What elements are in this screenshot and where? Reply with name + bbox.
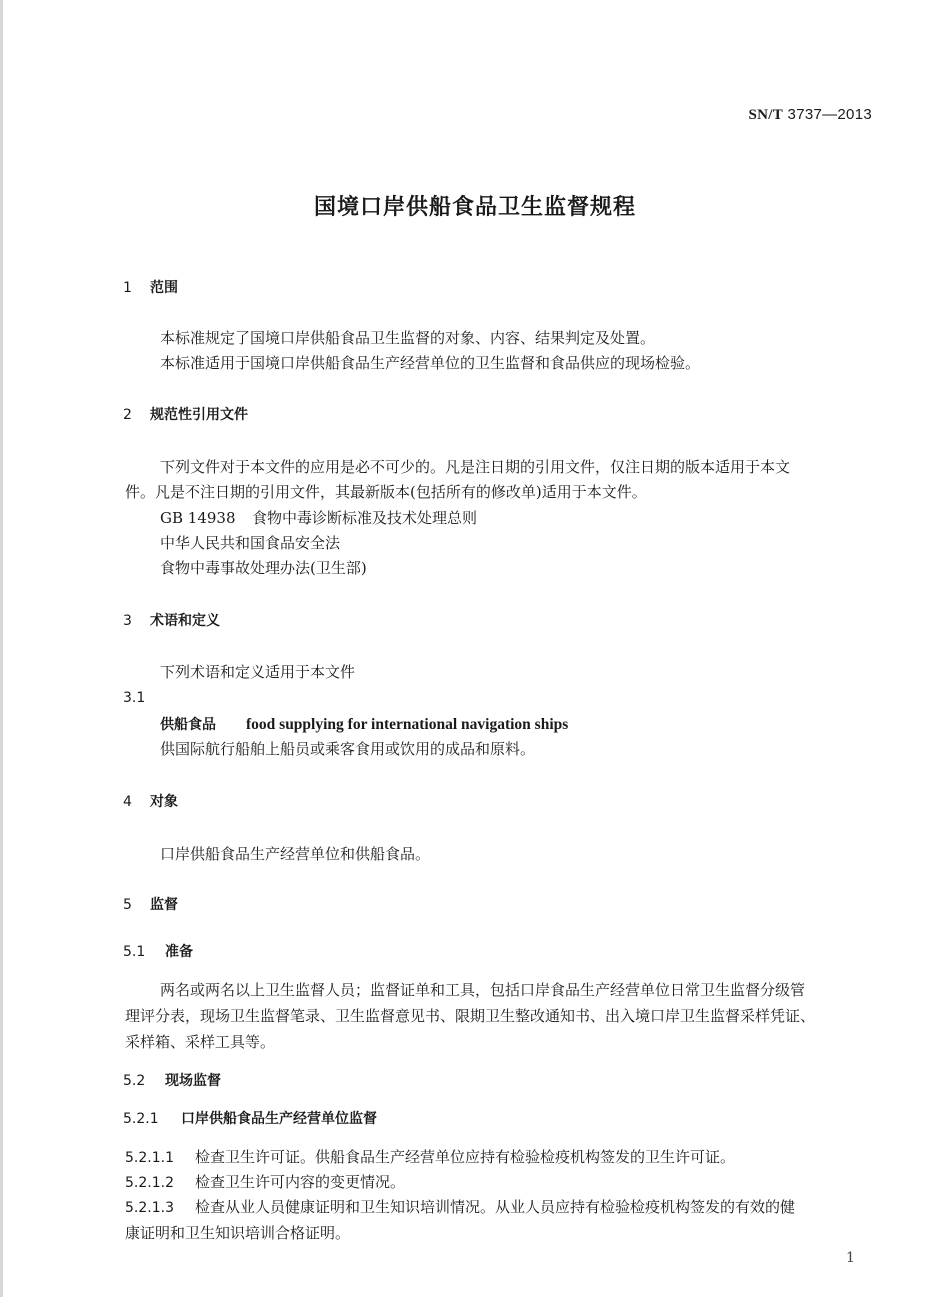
section-5-1-line-3: 采样箱、采样工具等。: [125, 1033, 276, 1051]
reference-1: [160, 508, 477, 528]
section-5-number: 5: [123, 897, 132, 913]
section-5-title: 监督: [150, 897, 178, 913]
reference-2: 中华人民共和国食品安全法: [160, 534, 341, 552]
section-2-heading: [123, 405, 248, 425]
section-1-heading: [123, 278, 178, 298]
clause-5-2-1-2-text: 检查卫生许可内容的变更情况。: [195, 1173, 406, 1191]
clause-5-2-1-3-text-line-1: 检查从业人员健康证明和卫生知识培训情况。从业人员应持有检验检疫机构签发的有效的健: [195, 1198, 796, 1216]
section-3-heading: [123, 611, 220, 631]
standard-number: 3737—2013: [787, 106, 872, 123]
section-2-title: 规范性引用文件: [150, 407, 248, 423]
section-1-paragraph-2: 本标准适用于国境口岸供船食品生产经营单位的卫生监督和食品供应的现场检验。: [160, 354, 701, 372]
term-entry: [160, 714, 568, 735]
reference-3: 食物中毒事故处理办法(卫生部): [160, 559, 367, 577]
clause-5-2-1-1-text: 检查卫生许可证。供船食品生产经营单位应持有检验检疫机构签发的卫生许可证。: [195, 1148, 736, 1166]
section-3-title: 术语和定义: [150, 613, 220, 629]
section-5-2-1-number: 5.2.1: [123, 1111, 159, 1127]
page-number: 1: [846, 1250, 855, 1266]
section-1-paragraph-1: 本标准规定了国境口岸供船食品卫生监督的对象、内容、结果判定及处置。: [160, 329, 656, 347]
reference-1-code: GB 14938: [160, 509, 236, 527]
section-4-title: 对象: [150, 794, 178, 810]
section-4-heading: [123, 792, 178, 812]
standard-number-header: [749, 106, 872, 124]
section-5-1-heading: [123, 942, 193, 962]
section-5-2-number: 5.2: [123, 1073, 146, 1089]
section-4-paragraph-1: 口岸供船食品生产经营单位和供船食品。: [160, 845, 431, 863]
term-definition: 供国际航行船舶上船员或乘客食用或饮用的成品和原料。: [160, 740, 536, 758]
clause-5-2-1-3-text-line-2: 康证明和卫生知识培训合格证明。: [125, 1224, 351, 1242]
clause-5-2-1-3: [125, 1197, 795, 1218]
clause-5-2-1-1-number: 5.2.1.1: [125, 1150, 174, 1166]
subsection-3-1-number: 3.1: [123, 690, 146, 706]
section-3-paragraph-1: 下列术语和定义适用于本文件: [160, 663, 356, 681]
reference-1-title: 食物中毒诊断标准及技术处理总则: [252, 509, 478, 527]
clause-5-2-1-3-number: 5.2.1.3: [125, 1200, 174, 1216]
section-5-1-line-2: 理评分表，现场卫生监督笔录、卫生监督意见书、限期卫生整改通知书、出入境口岸卫生监督采样凭证、: [125, 1007, 816, 1025]
section-1-title: 范围: [150, 280, 178, 296]
standard-prefix: SN/T: [748, 107, 784, 123]
section-2-number: 2: [123, 407, 132, 423]
term-english: food supplying for international navigation ships: [246, 716, 569, 733]
clause-5-2-1-2: [125, 1172, 405, 1193]
section-5-heading: [123, 895, 178, 915]
section-5-2-heading: [123, 1071, 221, 1091]
section-5-1-line-1: 两名或两名以上卫生监督人员；监督证单和工具，包括口岸食品生产经营单位日常卫生监督分级管: [160, 981, 806, 999]
section-5-2-1-heading: [123, 1109, 377, 1129]
section-4-number: 4: [123, 794, 132, 810]
section-2-paragraph-line-1: 下列文件对于本文件的应用是必不可少的。凡是注日期的引用文件，仅注日期的版本适用于本文: [160, 458, 791, 476]
clause-5-2-1-1: [125, 1147, 735, 1168]
clause-5-2-1-2-number: 5.2.1.2: [125, 1175, 174, 1191]
section-5-2-1-title: 口岸供船食品生产经营单位监督: [181, 1111, 377, 1127]
term-chinese: 供船食品: [160, 717, 216, 733]
document-title: 国境口岸供船食品卫生监督规程: [313, 195, 636, 220]
section-3-number: 3: [123, 613, 132, 629]
section-1-number: 1: [123, 280, 132, 296]
section-5-1-title: 准备: [165, 944, 193, 960]
section-5-2-title: 现场监督: [165, 1073, 221, 1089]
section-5-1-number: 5.1: [123, 944, 146, 960]
section-2-paragraph-line-2: 件。凡是不注日期的引用文件，其最新版本(包括所有的修改单)适用于本文件。: [125, 483, 647, 501]
